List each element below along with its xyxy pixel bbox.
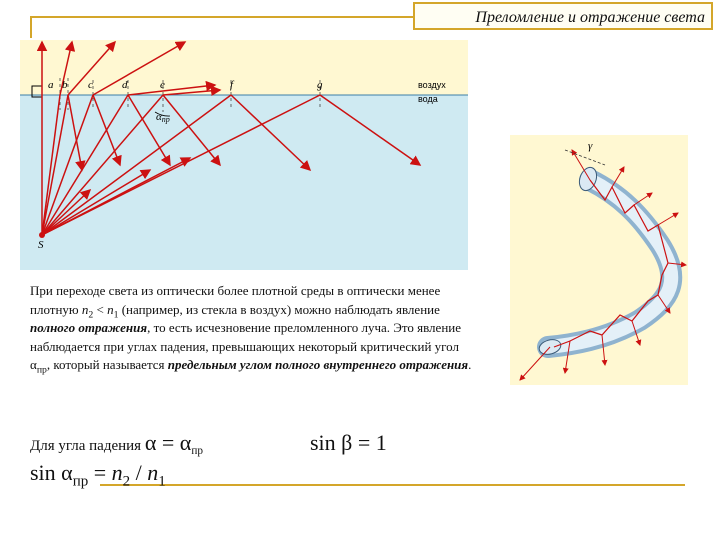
source-label: S bbox=[38, 239, 44, 251]
formula-n1: n bbox=[147, 460, 159, 485]
point-label-d: d bbox=[122, 79, 128, 91]
source-point bbox=[39, 232, 45, 238]
refraction-diagram-svg bbox=[20, 40, 468, 270]
light-guide-svg bbox=[510, 135, 688, 385]
para-text-3: , то есть исчезновение преломленного луча. Это явление наблюдается при углах падения, превышающих некоторый критический угол α bbox=[30, 320, 462, 372]
fiber-normal bbox=[565, 150, 605, 165]
medium-water-label: вода bbox=[418, 94, 438, 104]
medium-air-label: воздух bbox=[418, 80, 446, 90]
formula-sin-alpha: sin α bbox=[30, 460, 73, 485]
explanation-paragraph bbox=[30, 282, 480, 375]
point-label-f: f bbox=[230, 79, 234, 91]
point-label-e: e bbox=[160, 79, 165, 91]
formula-div: / bbox=[130, 460, 148, 485]
formula-condition-alpha: α = α bbox=[144, 430, 192, 455]
formula-n2: n bbox=[111, 460, 123, 485]
para-term-critical-angle: предельным углом полного внутреннего отражения bbox=[167, 357, 469, 372]
formula-condition-sub: пр bbox=[191, 445, 203, 457]
formula-eq: = bbox=[88, 460, 112, 485]
page-title bbox=[413, 2, 713, 30]
formula-condition-prefix: Для угла падения bbox=[30, 438, 145, 454]
para-n1-sub: 1 bbox=[113, 309, 119, 321]
light-guide-diagram bbox=[510, 135, 688, 385]
para-n2-sub: 2 bbox=[88, 309, 94, 321]
para-text-5: . bbox=[468, 357, 472, 372]
point-label-a: a bbox=[48, 79, 54, 91]
bottom-rule bbox=[100, 484, 685, 486]
fiber-angle-label: γ bbox=[588, 140, 593, 152]
formula-critical-sine bbox=[30, 460, 166, 490]
refraction-diagram bbox=[20, 40, 468, 270]
point-label-c: c bbox=[88, 79, 93, 91]
para-n1: n bbox=[107, 301, 114, 317]
para-n2: n bbox=[81, 301, 89, 317]
formula-condition bbox=[30, 430, 203, 456]
formula-n2-sub: 2 bbox=[122, 473, 131, 490]
top-rule bbox=[30, 16, 414, 18]
left-rule bbox=[30, 16, 32, 38]
point-label-b: b bbox=[62, 79, 68, 91]
fiber-body bbox=[548, 180, 671, 347]
para-text-1: При переходе света из оптически более плотной среды в оптически менее плотную bbox=[30, 283, 441, 317]
critical-angle-label: αпр bbox=[156, 111, 170, 124]
formula-sin-beta: sin β = 1 bbox=[310, 430, 387, 455]
para-alpha-sub: пр bbox=[36, 364, 47, 376]
para-text-4: , который называется bbox=[46, 357, 168, 372]
point-label-g: g bbox=[317, 79, 323, 91]
para-term-total-reflection: полного отражения bbox=[30, 320, 148, 335]
formula-sin-alpha-sub: пр bbox=[72, 473, 89, 490]
formula-n1-sub: 1 bbox=[158, 473, 166, 490]
page-title-text: Преломление и отражение света bbox=[475, 9, 705, 26]
para-text-2: (например, из стекла в воздух) можно наблюдать явление bbox=[118, 301, 440, 317]
para-lt: < bbox=[93, 301, 108, 317]
